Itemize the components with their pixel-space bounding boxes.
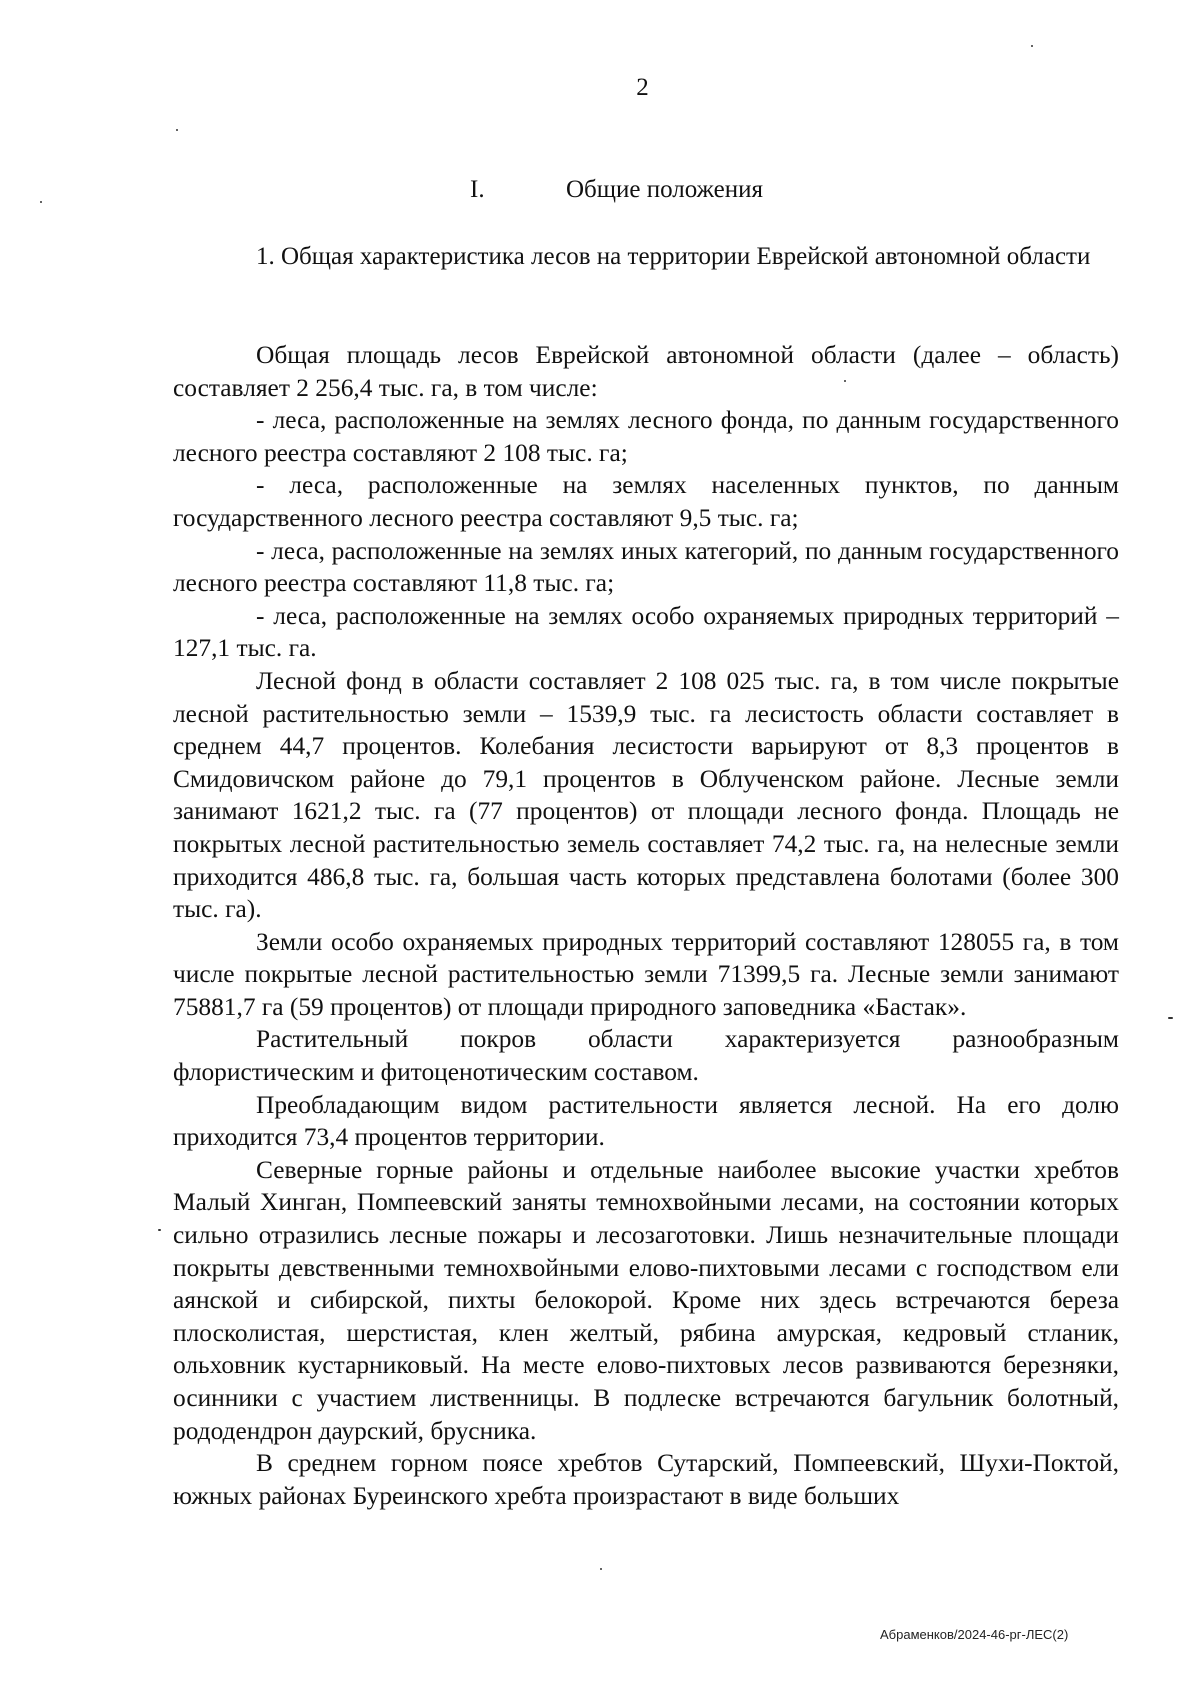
section-title: Общие положения: [566, 176, 763, 203]
paragraph-forest-fund: Лесной фонд в области составляет 2 108 025 тыс. га, в том числе покрытые лесной растительностью земли – 1539,9 тыс. га лесистость области составляет в среднем 44,7 процентов. Колебания лесистости варьируют от 8,3 процентов в Смидовичском районе до 79,1 процентов в Облученском районе. Лесные земли занимают 1621,2 тыс. га (77 процентов) от площади лесного фонда. Площадь не покрытых лесной растительностью земель составляет 74,2 тыс. га, на нелесные земли приходится 486,8 тыс. га, большая часть которых представлена болотами (более 300 тыс. га).: [173, 666, 1119, 924]
document-body: [173, 339, 1119, 1512]
paragraph-protected-territories: Земли особо охраняемых природных территорий составляют 128055 га, в том числе покрытые лесной растительностью земли 71399,5 га. Лесные земли занимают 75881,7 га (59 процентов) от площади природного заповедника «Бастак».: [173, 927, 1119, 1021]
paragraph-northern-mountains: Северные горные районы и отдельные наиболее высокие участки хребтов Малый Хинган, Помпеевский заняты темнохвойными лесами, на состоянии которых сильно отразились лесные пожары и лесозаготовки. Лишь незначительные площади покрыты девственными темнохвойными елово-пихтовыми лесами с господством ели аянской и сибирской, пихты белокорой. Кроме них здесь встречаются береза плосколистая, шерстистая, клен желтый, рябина амурская, кедровый стланик, ольховник кустарниковый. На месте елово-пихтовых лесов развиваются березняки, осинники с участием лиственницы. В подлеске встречаются багульник болотный, рододендрон даурский, брусника.: [173, 1155, 1119, 1445]
scan-speck: [40, 201, 42, 203]
section-numeral: I.: [470, 176, 485, 203]
list-item-forest-fund-lands: - леса, расположенные на землях лесного фонда, по данным государственного лесного реестра составляют 2 108 тыс. га;: [173, 406, 1119, 467]
scan-speck: [600, 1568, 602, 1570]
list-item-settlement-lands: - леса, расположенные на землях населенных пунктов, по данным государственного лесного реестра составляют 9,5 тыс. га;: [173, 471, 1119, 532]
paragraph-middle-mountain-belt: В среднем горном поясе хребтов Сутарский, Помпеевский, Шухи-Поктой, южных районах Буреинского хребта произрастают в виде больших: [173, 1449, 1119, 1510]
scan-speck: [1168, 1017, 1173, 1019]
list-item-other-category-lands: - леса, расположенные на землях иных категорий, по данным государственного лесного реестра составляют 11,8 тыс. га;: [173, 536, 1119, 598]
scan-speck: [1031, 45, 1033, 47]
section-heading: [470, 176, 763, 204]
subsection-title: 1. Общая характеристика лесов на территории Еврейской автономной области: [256, 243, 1091, 270]
footer-document-code: Абраменков/2024-46-рг-ЛЕС(2): [880, 1627, 1069, 1642]
paragraph-total-area: Общая площадь лесов Еврейской автономной области (далее – область) составляет 2 256,4 тыс. га, в том числе:: [173, 341, 1119, 402]
subsection-heading: [173, 241, 1119, 272]
scan-speck: [158, 1229, 161, 1231]
paragraph-dominant-vegetation: Преобладающим видом растительности является лесной. На его долю приходится 73,4 процентов территории.: [173, 1090, 1119, 1152]
list-item-protected-areas: - леса, расположенные на землях особо охраняемых природных территорий – 127,1 тыс. га.: [173, 601, 1119, 663]
page-number: 2: [636, 74, 649, 101]
scan-speck: [176, 129, 178, 131]
scan-speck: [844, 380, 846, 382]
paragraph-vegetation-cover: Растительный покров области характеризуется разнообразным флористическим и фитоценотическим составом.: [173, 1025, 1119, 1087]
